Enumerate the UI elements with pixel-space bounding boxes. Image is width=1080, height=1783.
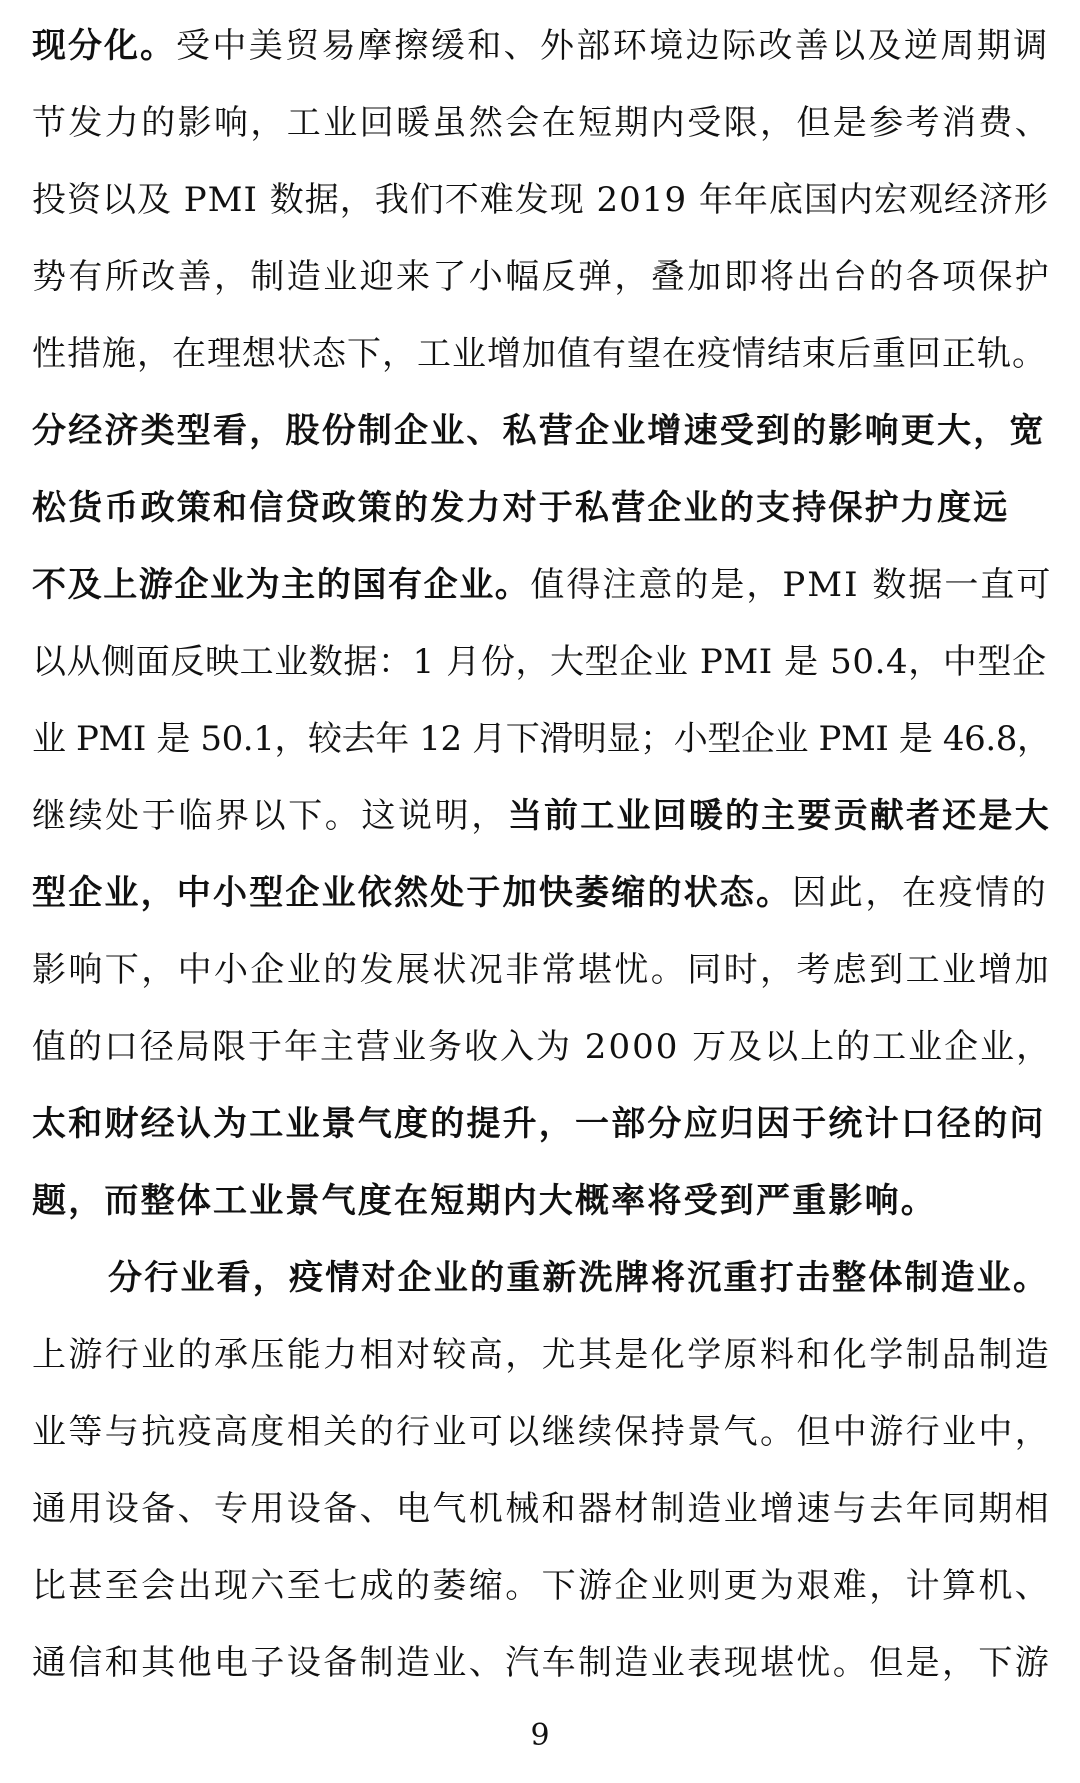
body-text: 投资以及 PMI 数据，我们不难发现 2019 年年底国内宏观经济形 — [32, 180, 1049, 220]
text-line — [32, 1394, 1052, 1471]
body-text: 势有所改善，制造业迎来了小幅反弹，叠加即将出台的各项保护 — [32, 257, 1052, 297]
body-text: 值得注意的是，PMI 数据一直可 — [530, 565, 1053, 605]
bold-text: 松货币政策和信贷政策的发力对于私营企业的支持保护力度远 — [32, 488, 1010, 528]
bold-text: 分行业看，疫情对企业的重新洗牌将沉重打击整体制造业。 — [108, 1258, 1050, 1298]
bold-text: 型企业，中小型企业依然处于加快萎缩的状态。 — [32, 873, 793, 913]
text-line — [32, 393, 1052, 470]
text-line — [32, 1163, 1052, 1240]
text-line — [32, 624, 1052, 701]
bold-text: 当前工业回暖的主要贡献者还是大 — [507, 796, 1051, 836]
body-text: 继续处于临界以下。这说明， — [32, 796, 508, 836]
body-text: 性措施，在理想状态下，工业增加值有望在疫情结束后重回正轨。 — [32, 334, 1047, 374]
body-text: 业 PMI 是 50.1，较去年 12 月下滑明显；小型企业 PMI 是 46.8， — [32, 719, 1051, 759]
text-line — [32, 778, 1052, 855]
text-line — [32, 1625, 1052, 1702]
body-text: 值的口径局限于年主营业务收入为 2000 万及以上的工业企业， — [32, 1027, 1053, 1067]
bold-text: 分经济类型看，股份制企业、私营企业增速受到的影响更大，宽 — [32, 411, 1046, 451]
page-number: 9 — [530, 1718, 550, 1753]
text-line — [32, 1317, 1052, 1394]
text-line — [32, 932, 1052, 1009]
body-text: 因此，在疫情的 — [792, 873, 1049, 913]
text-line — [32, 85, 1052, 162]
bold-text: 不及上游企业为主的国有企业。 — [32, 565, 531, 605]
text-line — [32, 701, 1052, 778]
bold-text: 太和财经认为工业景气度的提升，一部分应归因于统计口径的问 — [32, 1104, 1046, 1144]
text-line — [32, 162, 1052, 239]
text-line — [32, 8, 1052, 85]
text-line — [32, 1548, 1052, 1625]
body-text: 业等与抗疫高度相关的行业可以继续保持景气。但中游行业中， — [32, 1412, 1052, 1452]
text-line — [32, 239, 1052, 316]
text-line — [32, 1471, 1052, 1548]
text-line — [32, 1009, 1052, 1086]
text-line — [32, 316, 1052, 393]
text-line — [32, 1240, 1052, 1317]
text-line — [32, 1086, 1052, 1163]
body-text: 以从侧面反映工业数据：1 月份，大型企业 PMI 是 50.4，中型企 — [32, 642, 1047, 682]
body-text: 比甚至会出现六至七成的萎缩。下游企业则更为艰难，计算机、 — [32, 1566, 1052, 1606]
body-text: 节发力的影响，工业回暖虽然会在短期内受限，但是参考消费、 — [32, 103, 1052, 143]
text-line — [32, 547, 1052, 624]
body-text: 受中美贸易摩擦缓和、外部环境边际改善以及逆周期调 — [176, 26, 1050, 66]
body-text: 影响下，中小企业的发展状况非常堪忧。同时，考虑到工业增加 — [32, 950, 1052, 990]
bold-text: 现分化。 — [32, 26, 176, 66]
body-text: 通用设备、专用设备、电气机械和器材制造业增速与去年同期相 — [32, 1489, 1052, 1529]
document-page — [32, 0, 1052, 1783]
body-text: 上游行业的承压能力相对较高，尤其是化学原料和化学制品制造 — [32, 1335, 1052, 1375]
text-line — [32, 470, 1052, 547]
bold-text: 题，而整体工业景气度在短期内大概率将受到严重影响。 — [32, 1181, 937, 1221]
text-line — [32, 855, 1052, 932]
body-text: 通信和其他电子设备制造业、汽车制造业表现堪忧。但是，下游 — [32, 1643, 1052, 1683]
